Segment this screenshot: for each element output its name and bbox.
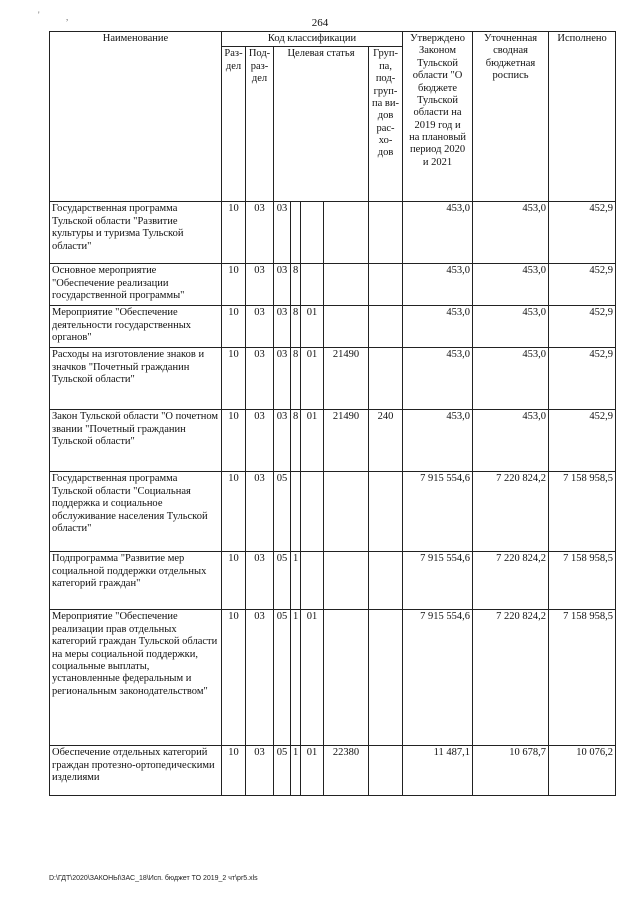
event-code: 01	[301, 348, 324, 410]
section-code: 10	[222, 552, 246, 610]
row-name: Обеспечение отдельных категорий граждан протезно-ортопедическими изделиями	[50, 746, 222, 796]
row-name: Мероприятие "Обеспечение деятельности государственных органов"	[50, 306, 222, 348]
direction-code: 21490	[324, 410, 369, 472]
row-name: Подпрограмма "Развитие мер социальной поддержки отдельных категорий граждан"	[50, 552, 222, 610]
event-code: 01	[301, 610, 324, 746]
table-row	[50, 410, 616, 472]
direction-code	[324, 610, 369, 746]
expense-group-code	[369, 746, 403, 796]
subprogram-code: 8	[291, 306, 301, 348]
section-code: 10	[222, 348, 246, 410]
direction-code	[324, 264, 369, 306]
scan-mark: ,	[66, 12, 69, 22]
program-code: 03	[274, 348, 291, 410]
program-code: 03	[274, 410, 291, 472]
amount-revised: 453,0	[473, 348, 549, 410]
subprogram-code: 1	[291, 610, 301, 746]
program-code: 03	[274, 306, 291, 348]
amount-approved: 11 487,1	[403, 746, 473, 796]
table-row	[50, 306, 616, 348]
header-approved: Утверждено Законом Тульской области "О бюджете Тульской области на 2019 год и на плановый период 2020 и 2021	[403, 32, 473, 202]
direction-code: 21490	[324, 348, 369, 410]
page-number: 264	[311, 17, 329, 29]
section-code: 10	[222, 410, 246, 472]
expense-group-code	[369, 264, 403, 306]
program-code: 05	[274, 552, 291, 610]
direction-code: 22380	[324, 746, 369, 796]
row-name: Государственная программа Тульской области "Социальная поддержка и социальное обслуживание населения Тульской области"	[50, 472, 222, 552]
row-name: Закон Тульской области "О почетном звании "Почетный гражданин Тульской области"	[50, 410, 222, 472]
amount-revised: 453,0	[473, 306, 549, 348]
section-code: 10	[222, 264, 246, 306]
header-subsection: Под- раз- дел	[246, 47, 274, 202]
amount-revised: 453,0	[473, 264, 549, 306]
subsection-code: 03	[246, 610, 274, 746]
program-code: 05	[274, 746, 291, 796]
amount-executed: 452,9	[549, 410, 616, 472]
direction-code	[324, 552, 369, 610]
subsection-code: 03	[246, 348, 274, 410]
amount-revised: 7 220 824,2	[473, 472, 549, 552]
direction-code	[324, 202, 369, 264]
subsection-code: 03	[246, 472, 274, 552]
amount-executed: 7 158 958,5	[549, 472, 616, 552]
header-name: Наименование	[50, 32, 222, 202]
amount-executed: 7 158 958,5	[549, 610, 616, 746]
amount-revised: 10 678,7	[473, 746, 549, 796]
direction-code	[324, 306, 369, 348]
amount-approved: 453,0	[403, 264, 473, 306]
section-code: 10	[222, 472, 246, 552]
amount-executed: 452,9	[549, 202, 616, 264]
file-path-footer: D:\ГДТ\2020\ЗАКОНЫ\ЗАС_18\Исп. бюджет ТО 2019_2 чт\pr5.xls	[49, 875, 258, 882]
subprogram-code: 8	[291, 410, 301, 472]
table-row	[50, 610, 616, 746]
subprogram-code: 8	[291, 264, 301, 306]
subprogram-code: 1	[291, 746, 301, 796]
event-code	[301, 472, 324, 552]
amount-approved: 7 915 554,6	[403, 472, 473, 552]
expense-group-code	[369, 348, 403, 410]
table-row	[50, 746, 616, 796]
row-name: Основное мероприятие "Обеспечение реализации государственной программы"	[50, 264, 222, 306]
program-code: 05	[274, 610, 291, 746]
table-row	[50, 264, 616, 306]
section-code: 10	[222, 306, 246, 348]
program-code: 05	[274, 472, 291, 552]
header-target-article: Целевая статья	[274, 47, 369, 202]
row-name: Государственная программа Тульской области "Развитие культуры и туризма Тульской области"	[50, 202, 222, 264]
subsection-code: 03	[246, 746, 274, 796]
amount-revised: 7 220 824,2	[473, 610, 549, 746]
table-row	[50, 472, 616, 552]
amount-revised: 7 220 824,2	[473, 552, 549, 610]
program-code: 03	[274, 264, 291, 306]
header-expense-group: Груп- па, под- груп- па ви- дов рас- хо- дов	[369, 47, 403, 202]
row-name: Мероприятие "Обеспечение реализации прав отдельных категорий граждан Тульской области на меры социальной поддержки, социальные выплаты, установленные федеральным и региональным законодательством"	[50, 610, 222, 746]
header-executed: Исполнено	[549, 32, 616, 202]
subsection-code: 03	[246, 306, 274, 348]
event-code	[301, 264, 324, 306]
amount-approved: 7 915 554,6	[403, 610, 473, 746]
table-row	[50, 348, 616, 410]
subprogram-code	[291, 472, 301, 552]
amount-approved: 453,0	[403, 410, 473, 472]
subsection-code: 03	[246, 202, 274, 264]
amount-executed: 452,9	[549, 306, 616, 348]
expense-group-code	[369, 552, 403, 610]
expense-group-code	[369, 202, 403, 264]
amount-approved: 7 915 554,6	[403, 552, 473, 610]
header-classification: Код классификации	[222, 32, 403, 47]
amount-executed: 7 158 958,5	[549, 552, 616, 610]
section-code: 10	[222, 610, 246, 746]
amount-approved: 453,0	[403, 348, 473, 410]
program-code: 03	[274, 202, 291, 264]
amount-executed: 452,9	[549, 264, 616, 306]
expense-group-code	[369, 472, 403, 552]
event-code: 01	[301, 746, 324, 796]
subprogram-code	[291, 202, 301, 264]
amount-approved: 453,0	[403, 306, 473, 348]
subsection-code: 03	[246, 410, 274, 472]
expense-group-code: 240	[369, 410, 403, 472]
table-row	[50, 552, 616, 610]
event-code	[301, 202, 324, 264]
amount-revised: 453,0	[473, 202, 549, 264]
header-revised: Уточненная сводная бюджетная роспись	[473, 32, 549, 202]
direction-code	[324, 472, 369, 552]
section-code: 10	[222, 202, 246, 264]
expense-group-code	[369, 610, 403, 746]
subsection-code: 03	[246, 552, 274, 610]
event-code: 01	[301, 306, 324, 348]
scan-mark: '	[38, 10, 40, 20]
event-code: 01	[301, 410, 324, 472]
amount-executed: 10 076,2	[549, 746, 616, 796]
subsection-code: 03	[246, 264, 274, 306]
table-row	[50, 202, 616, 264]
expense-group-code	[369, 306, 403, 348]
amount-executed: 452,9	[549, 348, 616, 410]
event-code	[301, 552, 324, 610]
row-name: Расходы на изготовление знаков и значков "Почетный гражданин Тульской области"	[50, 348, 222, 410]
amount-approved: 453,0	[403, 202, 473, 264]
amount-revised: 453,0	[473, 410, 549, 472]
section-code: 10	[222, 746, 246, 796]
subprogram-code: 1	[291, 552, 301, 610]
budget-execution-table	[49, 31, 616, 796]
subprogram-code: 8	[291, 348, 301, 410]
header-section: Раз- дел	[222, 47, 246, 202]
